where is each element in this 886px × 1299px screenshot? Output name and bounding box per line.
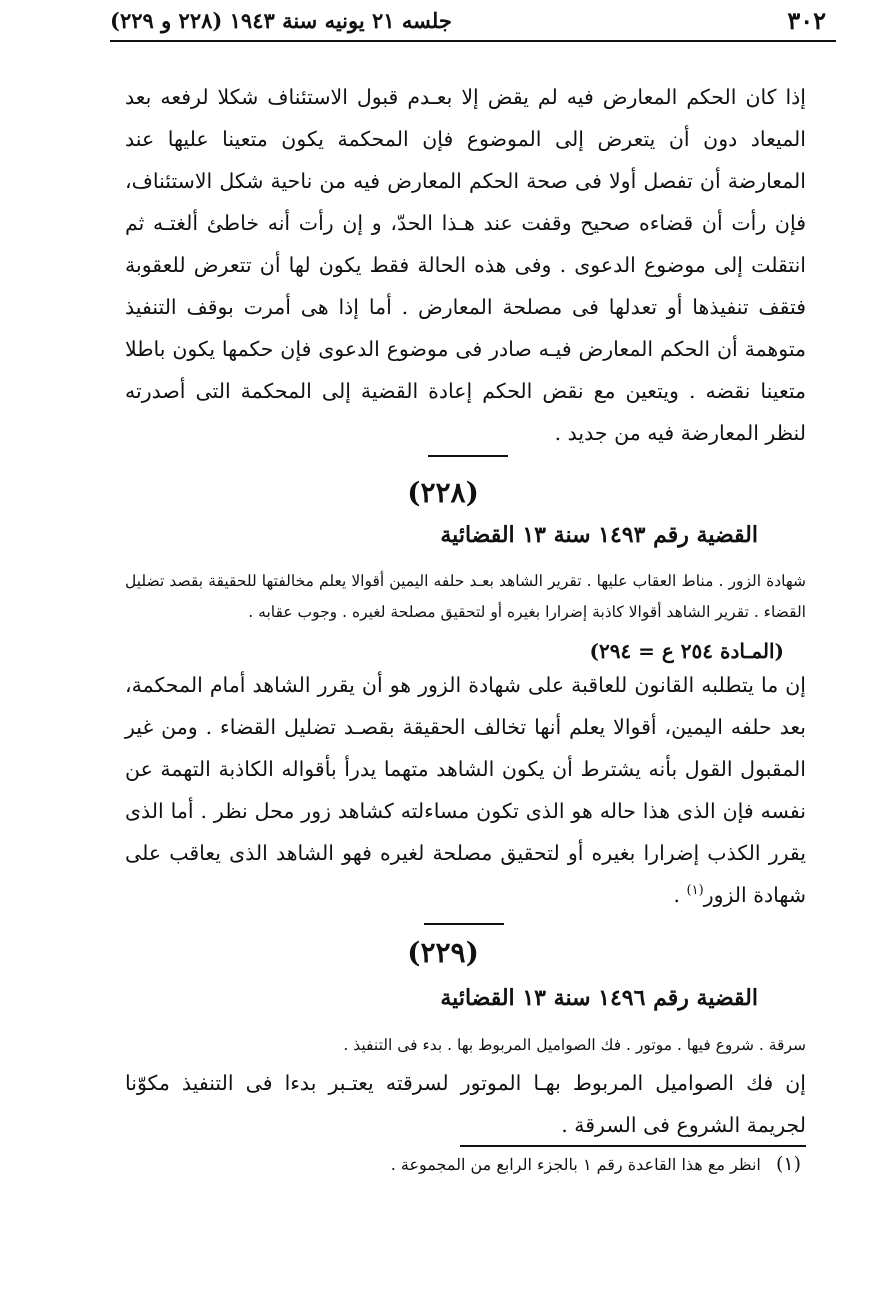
- section-divider: [428, 455, 508, 457]
- page-number: ٣٠٢: [787, 5, 826, 35]
- case-title: القضية رقم ١٤٩٣ سنة ١٣ القضائية: [440, 522, 758, 548]
- case-number: (٢٢٨): [407, 476, 479, 509]
- case-keywords: سرقة . شروع فيها . موتور . فك الصواميل المربوط بها . بدء فى التنفيذ .: [343, 1036, 806, 1054]
- ruling-text: إن ما يتطلبه القانون للعاقبة على شهادة الزور هو أن يقرر الشاهد أمام المحكمة، بعد حلفه اليمين، أقوالا يعلم أنها تخالف الحقيقة بقصـد تضليل القضاء . ومن غير المقبول القول بأنه يشترط أن يكون الشاهد متهما يدرأ بأقواله الكاذبة التهمة عن نفسه فإن الذى هذا حاله هو الذى تكون مساءلته كشاهد زور محل نظر . أما الذى يقرر الكذب إضرارا بغيره أو لتحقيق مصلحة لغيره فهو الشاهد الذى يعاقب على شهادة الزور: [125, 673, 807, 907]
- footnote: [391, 1153, 801, 1175]
- case-ruling-paragraph: إن فك الصواميل المربوط بهـا الموتور لسرقته يعتـبر بدءا فى التنفيذ مكوّنا لجريمة الشروع فى السرقة .: [125, 1071, 806, 1137]
- session-title: جلسه ٢١ يونيه سنة ١٩٤٣ (٢٢٨ و ٢٢٩): [110, 7, 452, 33]
- footnote-number: (١): [775, 1153, 801, 1175]
- article-reference: (المـادة ٢٥٤ ع = ٢٩٤): [589, 639, 784, 663]
- case-number: (٢٢٩): [407, 936, 479, 969]
- ruling-text-end: .: [673, 883, 687, 907]
- section-divider: [424, 923, 504, 925]
- footnote-divider: [460, 1145, 806, 1147]
- page-header: [110, 6, 826, 34]
- case-ruling-paragraph: [125, 664, 806, 916]
- header-divider: [110, 40, 836, 42]
- case-title: القضية رقم ١٤٩٦ سنة ١٣ القضائية: [440, 985, 758, 1011]
- footnote-text: انظر مع هذا القاعدة رقم ١ بالجزء الرابع من المجموعة .: [390, 1155, 761, 1174]
- intro-paragraph: إذا كان الحكم المعارض فيه لم يقض إلا بعـدم قبول الاستئناف شكلا لرفعه بعد الميعاد دون أن يتعرض إلى الموضوع فإن المحكمة يكون متعينا عليها عند المعارضة أن تفصل أولا فى صحة الحكم المعارض فيه من ناحية شكل الاستئناف، فإن رأت أن قضاءه صحيح وقفت عند هـذا الحدّ، و إن رأت أنه خاطئ ألغتـه ثم انتقلت إلى موضوع الدعوى . وفى هذه الحالة فقط يكون لها أن تتعرض للعقوبة فتقف تنفيذها أو تعدلها فى مصلحة المعارض . أما إذا هى أمرت بوقف التنفيذ متوهمة أن الحكم المعارض فيـه صادر فى موضوع الدعوى فإن حكمها يكون باطلا متعينا نقضه . ويتعين مع نقض الحكم إعادة القضية إلى المحكمة التى أصدرته لنظر المعارضة فيه من جديد .: [125, 85, 807, 445]
- footnote-reference: (١): [686, 883, 704, 899]
- case-keywords: شهادة الزور . مناط العقاب عليها . تقرير الشاهد بعـد حلفه اليمين أقوالا يعلم مخالفتها للحقيقة بقصد تضليل القضاء . تقرير الشاهد أقوالا كاذبة إضرارا بغيره أو لتحقيق مصلحة لغيره . وجوب عقابه .: [125, 572, 806, 621]
